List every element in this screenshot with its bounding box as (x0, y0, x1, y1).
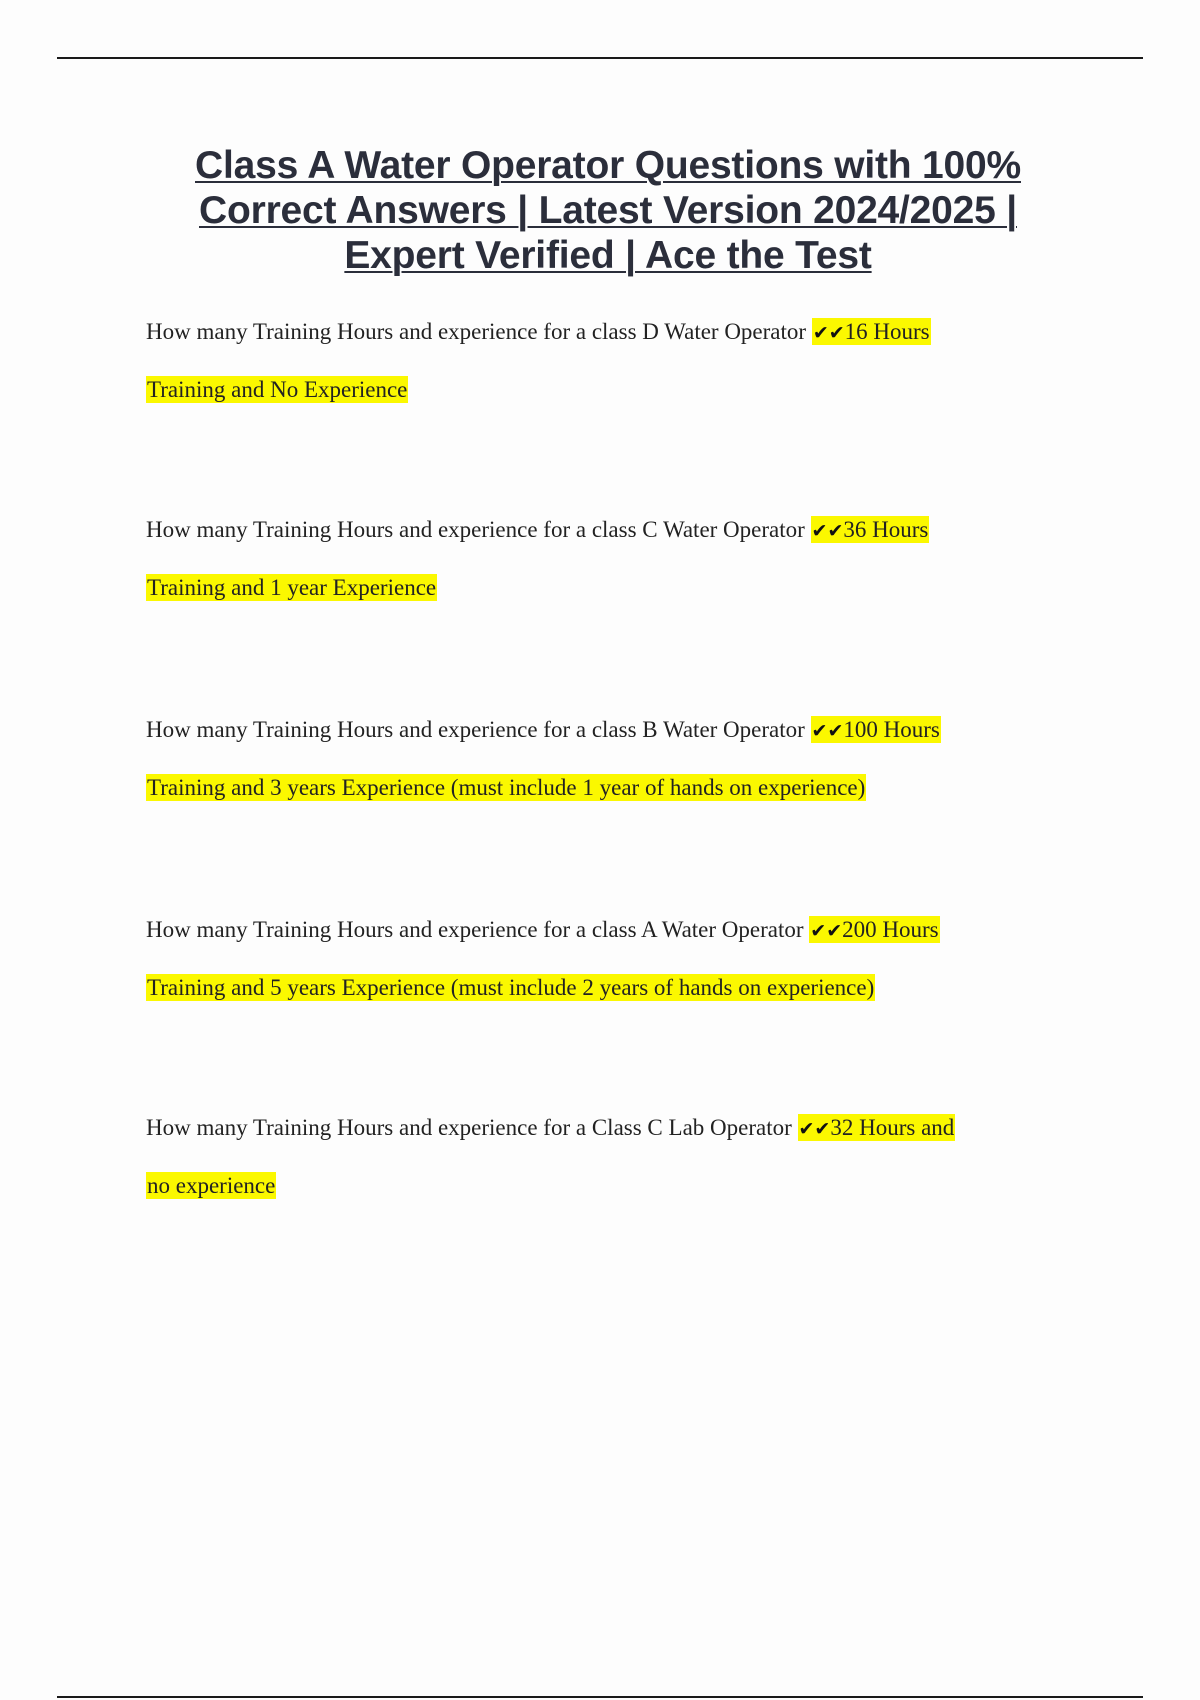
question-text: How many Training Hours and experience for a Class C Lab Operator (146, 1115, 792, 1140)
answer-text-part2: Training and 1 year Experience (147, 575, 437, 600)
answer-highlight (812, 318, 931, 345)
question-text: How many Training Hours and experience for a class C Water Operator (146, 517, 805, 542)
title-line-3: Expert Verified | Ace the Test (344, 234, 872, 277)
answer-line (146, 1171, 276, 1201)
question-line (146, 515, 929, 545)
answer-line (146, 573, 437, 603)
answer-text-part1: 36 Hours (843, 517, 929, 542)
double-check-icon: ✔✔ (798, 1118, 831, 1140)
question-line (146, 1113, 955, 1143)
answer-highlight (811, 716, 941, 743)
answer-line (146, 973, 875, 1003)
answer-line (146, 773, 866, 803)
double-check-icon: ✔✔ (810, 920, 843, 942)
answer-highlight (809, 916, 939, 943)
answer-text-part2: Training and 3 years Experience (must include 1 year of hands on experience) (147, 775, 866, 800)
answer-highlight (798, 1114, 956, 1141)
double-check-icon: ✔✔ (811, 520, 844, 542)
answer-highlight (811, 516, 930, 543)
title-line-2: Correct Answers | Latest Version 2024/2025 | (199, 189, 1017, 232)
answer-text-part1: 200 Hours (842, 917, 939, 942)
question-text: How many Training Hours and experience for a class A Water Operator (146, 917, 804, 942)
answer-text-part2: Training and No Experience (147, 377, 408, 402)
header-rule (57, 57, 1143, 59)
double-check-icon: ✔✔ (811, 720, 844, 742)
answer-text-part1: 16 Hours (844, 319, 930, 344)
answer-line (146, 375, 408, 405)
question-text: How many Training Hours and experience for a class B Water Operator (146, 717, 805, 742)
answer-text-part1: 32 Hours and (830, 1115, 955, 1140)
question-line (146, 715, 941, 745)
double-check-icon: ✔✔ (812, 322, 845, 344)
document-title (150, 143, 1066, 278)
answer-text-part2: no experience (147, 1173, 276, 1198)
footer-rule (57, 1696, 1143, 1698)
answer-text-part2: Training and 5 years Experience (must include 2 years of hands on experience) (147, 975, 875, 1000)
title-line-1: Class A Water Operator Questions with 100% (195, 144, 1021, 187)
question-text: How many Training Hours and experience for a class D Water Operator (146, 319, 807, 344)
answer-text-part1: 100 Hours (843, 717, 940, 742)
question-line (146, 915, 940, 945)
question-line (146, 317, 931, 347)
